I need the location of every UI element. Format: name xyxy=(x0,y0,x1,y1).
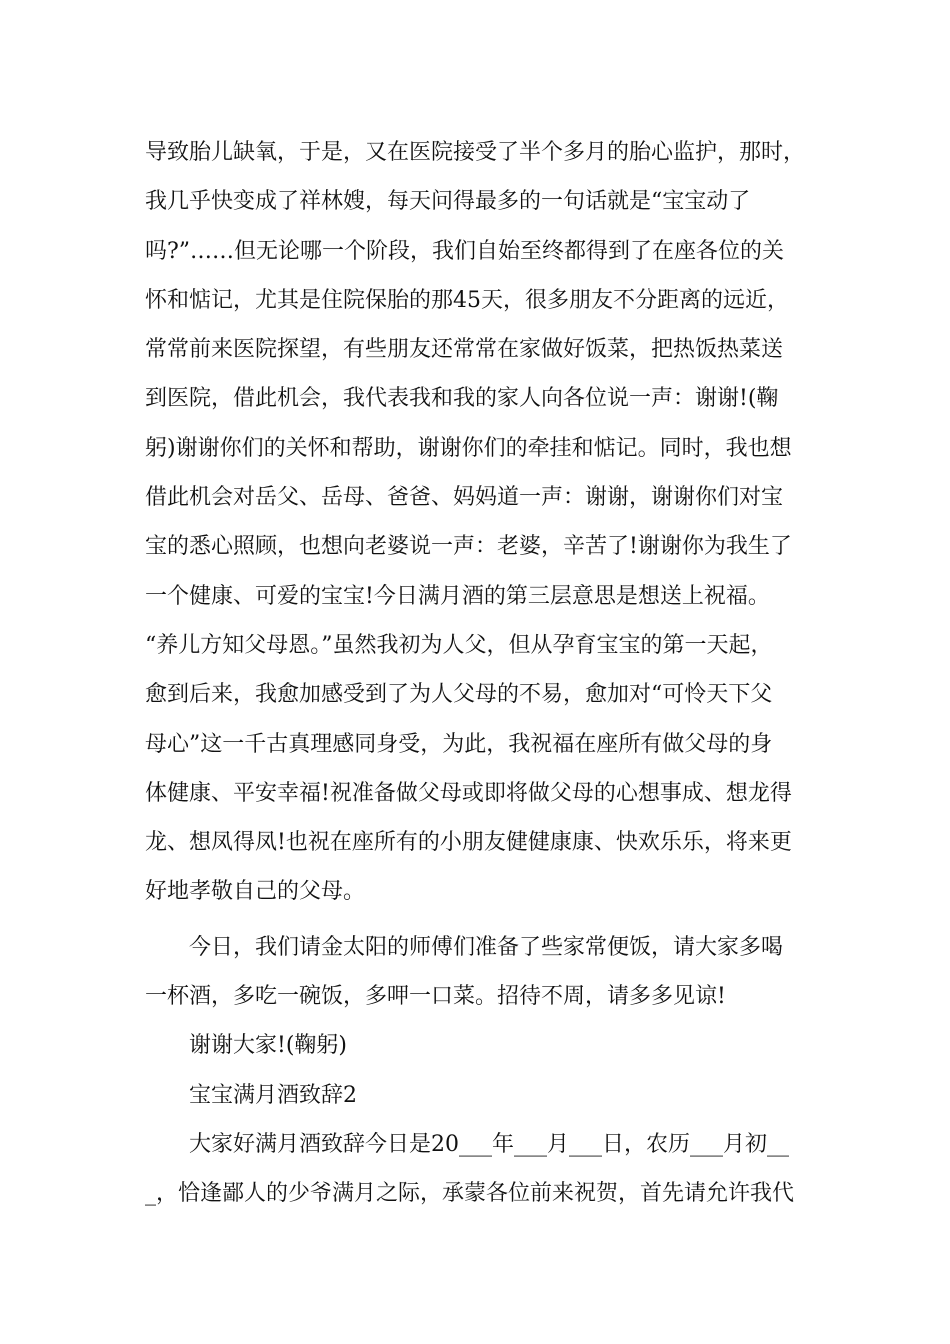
thanks-line: 谢谢大家!(鞠躬) xyxy=(189,1033,348,1059)
text-line: 怀和惦记，尤其是住院保胎的那45天，很多朋友不分距离的远近， xyxy=(145,287,789,313)
text-line: 借此机会对岳父、岳母、爸爸、妈妈道一声：谢谢，谢谢你们对宝 xyxy=(145,485,784,511)
section-heading: 宝宝满月酒致辞2 xyxy=(189,1082,357,1108)
text-line: 体健康、平安幸福!祝准备做父母或即将做父母的心想事成、想龙得 xyxy=(145,780,792,806)
paragraph-line: 大家好满月酒致辞今日是20___年___月___日，农历___月初__ xyxy=(189,1131,789,1157)
text-line: 常常前来医院探望，有些朋友还常常在家做好饭菜，把热饭热菜送 xyxy=(145,337,784,363)
text-line: 好地孝敬自己的父母。 xyxy=(145,879,366,905)
text-line: 我几乎快变成了祥林嫂，每天问得最多的一句话就是“宝宝动了 xyxy=(145,189,751,215)
text-line: 母心”这一千古真理感同身受，为此，我祝福在座所有做父母的身 xyxy=(145,731,773,757)
text-line: “养儿方知父母恩。”虽然我初为人父，但从孕育宝宝的第一天起， xyxy=(145,632,773,658)
text-line: 愈到后来，我愈加感受到了为人父母的不易，愈加对“可怜天下父 xyxy=(145,682,773,708)
text-line: 一个健康、可爱的宝宝!今日满月酒的第三层意思是想送上祝福。 xyxy=(145,583,770,609)
text-line: 躬)谢谢你们的关怀和帮助，谢谢你们的牵挂和惦记。同时，我也想 xyxy=(145,435,792,461)
text-line: 导致胎儿缺氧，于是，又在医院接受了半个多月的胎心监护，那时， xyxy=(145,140,806,165)
text-line: 吗?”……但无论哪一个阶段，我们自始至终都得到了在座各位的关 xyxy=(145,238,785,264)
text-line: 到医院，借此机会，我代表我和我的家人向各位说一声：谢谢!(鞠 xyxy=(145,386,779,412)
document-body xyxy=(145,128,825,1219)
paragraph-line: 一杯酒，多吃一碗饭，多呷一口菜。招待不周，请多多见谅! xyxy=(145,984,726,1010)
text-line: 龙、想凤得凤!也祝在座所有的小朋友健健康康、快欢乐乐，将来更 xyxy=(145,830,792,856)
paragraph-line: 今日，我们请金太阳的师傅们准备了些家常便饭，请大家多喝 xyxy=(189,934,784,960)
text-line: 宝的悉心照顾，也想向老婆说一声：老婆，辛苦了!谢谢你为我生了 xyxy=(145,534,792,560)
paragraph-line: _，恰逢鄙人的少爷满月之际，承蒙各位前来祝贺，首先请允许我代 xyxy=(145,1181,795,1207)
